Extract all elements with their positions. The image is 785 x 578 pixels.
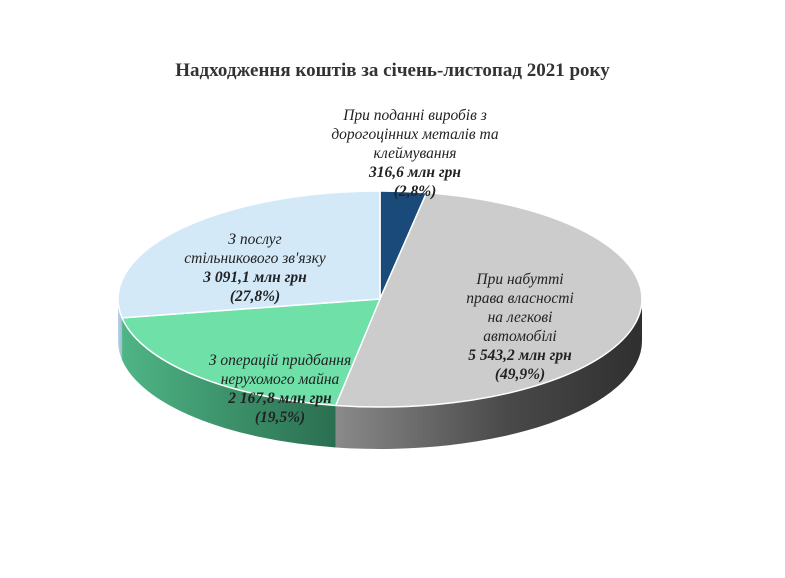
label-percent: (2,8%) xyxy=(393,183,437,200)
label-value: 3 091,1 млн грн xyxy=(203,269,307,286)
label-value: 5 543,2 млн грн xyxy=(468,347,572,364)
label-value: 316,6 млн грн xyxy=(369,164,461,181)
label-percent: (19,5%) xyxy=(254,409,306,426)
label-line: З послуг xyxy=(228,231,282,248)
data-label-jewelry xyxy=(300,106,530,201)
label-line: клеймування xyxy=(373,145,457,162)
label-value: 2 167,8 млн грн xyxy=(228,390,332,407)
data-label-real-estate xyxy=(180,351,380,427)
label-line: автомобілі xyxy=(483,328,557,345)
label-line: дорогоцінних металів та xyxy=(331,126,499,143)
label-line: стільникового зв'язку xyxy=(184,250,326,267)
data-label-mobile xyxy=(155,230,355,306)
label-line: права власності xyxy=(466,290,574,307)
label-line: нерухомого майна xyxy=(220,371,340,388)
label-percent: (27,8%) xyxy=(229,288,281,305)
label-line: на легкові xyxy=(487,309,553,326)
data-label-cars xyxy=(430,270,610,384)
label-line: При набутті xyxy=(476,271,564,288)
label-percent: (49,9%) xyxy=(494,366,546,383)
label-line: З операцій придбання xyxy=(208,352,352,369)
chart-title: Надходження коштів за січень-листопад 2021 року xyxy=(175,60,610,81)
label-line: При поданні виробів з xyxy=(343,107,487,124)
